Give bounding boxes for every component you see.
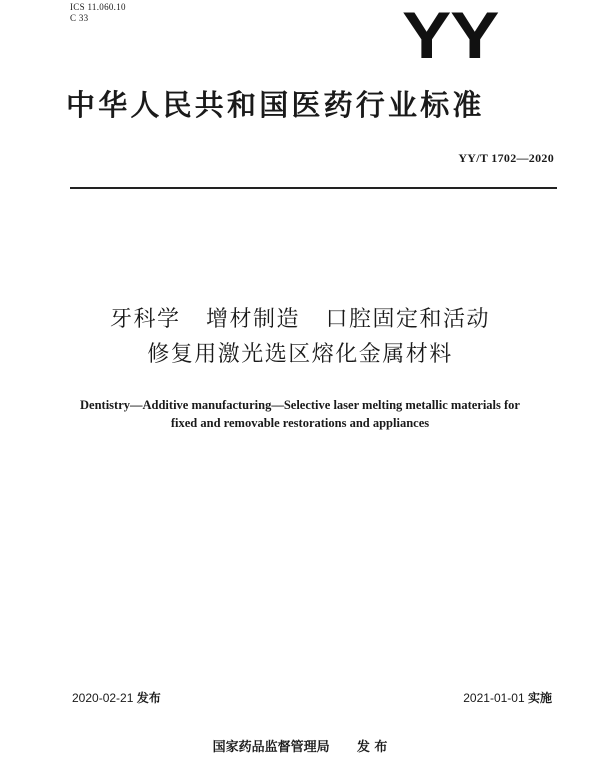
issuer-action: 发 布 <box>356 740 388 755</box>
issuing-authority <box>0 739 600 757</box>
standard-category-title: 中华人民共和国医药行业标准 <box>66 88 485 122</box>
classification-codes <box>70 2 126 24</box>
issue-date: 2020-02-21 <box>72 691 134 705</box>
chinese-title-line-2: 修复用激光选区熔化金属材料 <box>147 342 453 367</box>
ccs-code: C 33 <box>70 13 89 23</box>
issue-label: 发布 <box>136 691 161 705</box>
chinese-title-line-1: 牙科学 增材制造 口腔固定和活动 <box>110 307 490 332</box>
standard-number: YY/T 1702—2020 <box>458 151 554 165</box>
issue-date-block <box>72 690 161 706</box>
implementation-date: 2021-01-01 <box>463 691 525 705</box>
header-divider <box>70 187 557 189</box>
implementation-date-block <box>463 690 552 706</box>
english-title-line-1: Dentistry—Additive manufacturing—Selective laser melting metallic materials for <box>80 398 520 412</box>
issuer-name: 国家药品监督管理局 <box>212 740 330 755</box>
ics-code: ICS 11.060.10 <box>70 2 126 12</box>
yy-logo: YY <box>402 0 499 72</box>
english-title-line-2: fixed and removable restorations and appliances <box>170 416 430 430</box>
implementation-label: 实施 <box>527 691 552 705</box>
